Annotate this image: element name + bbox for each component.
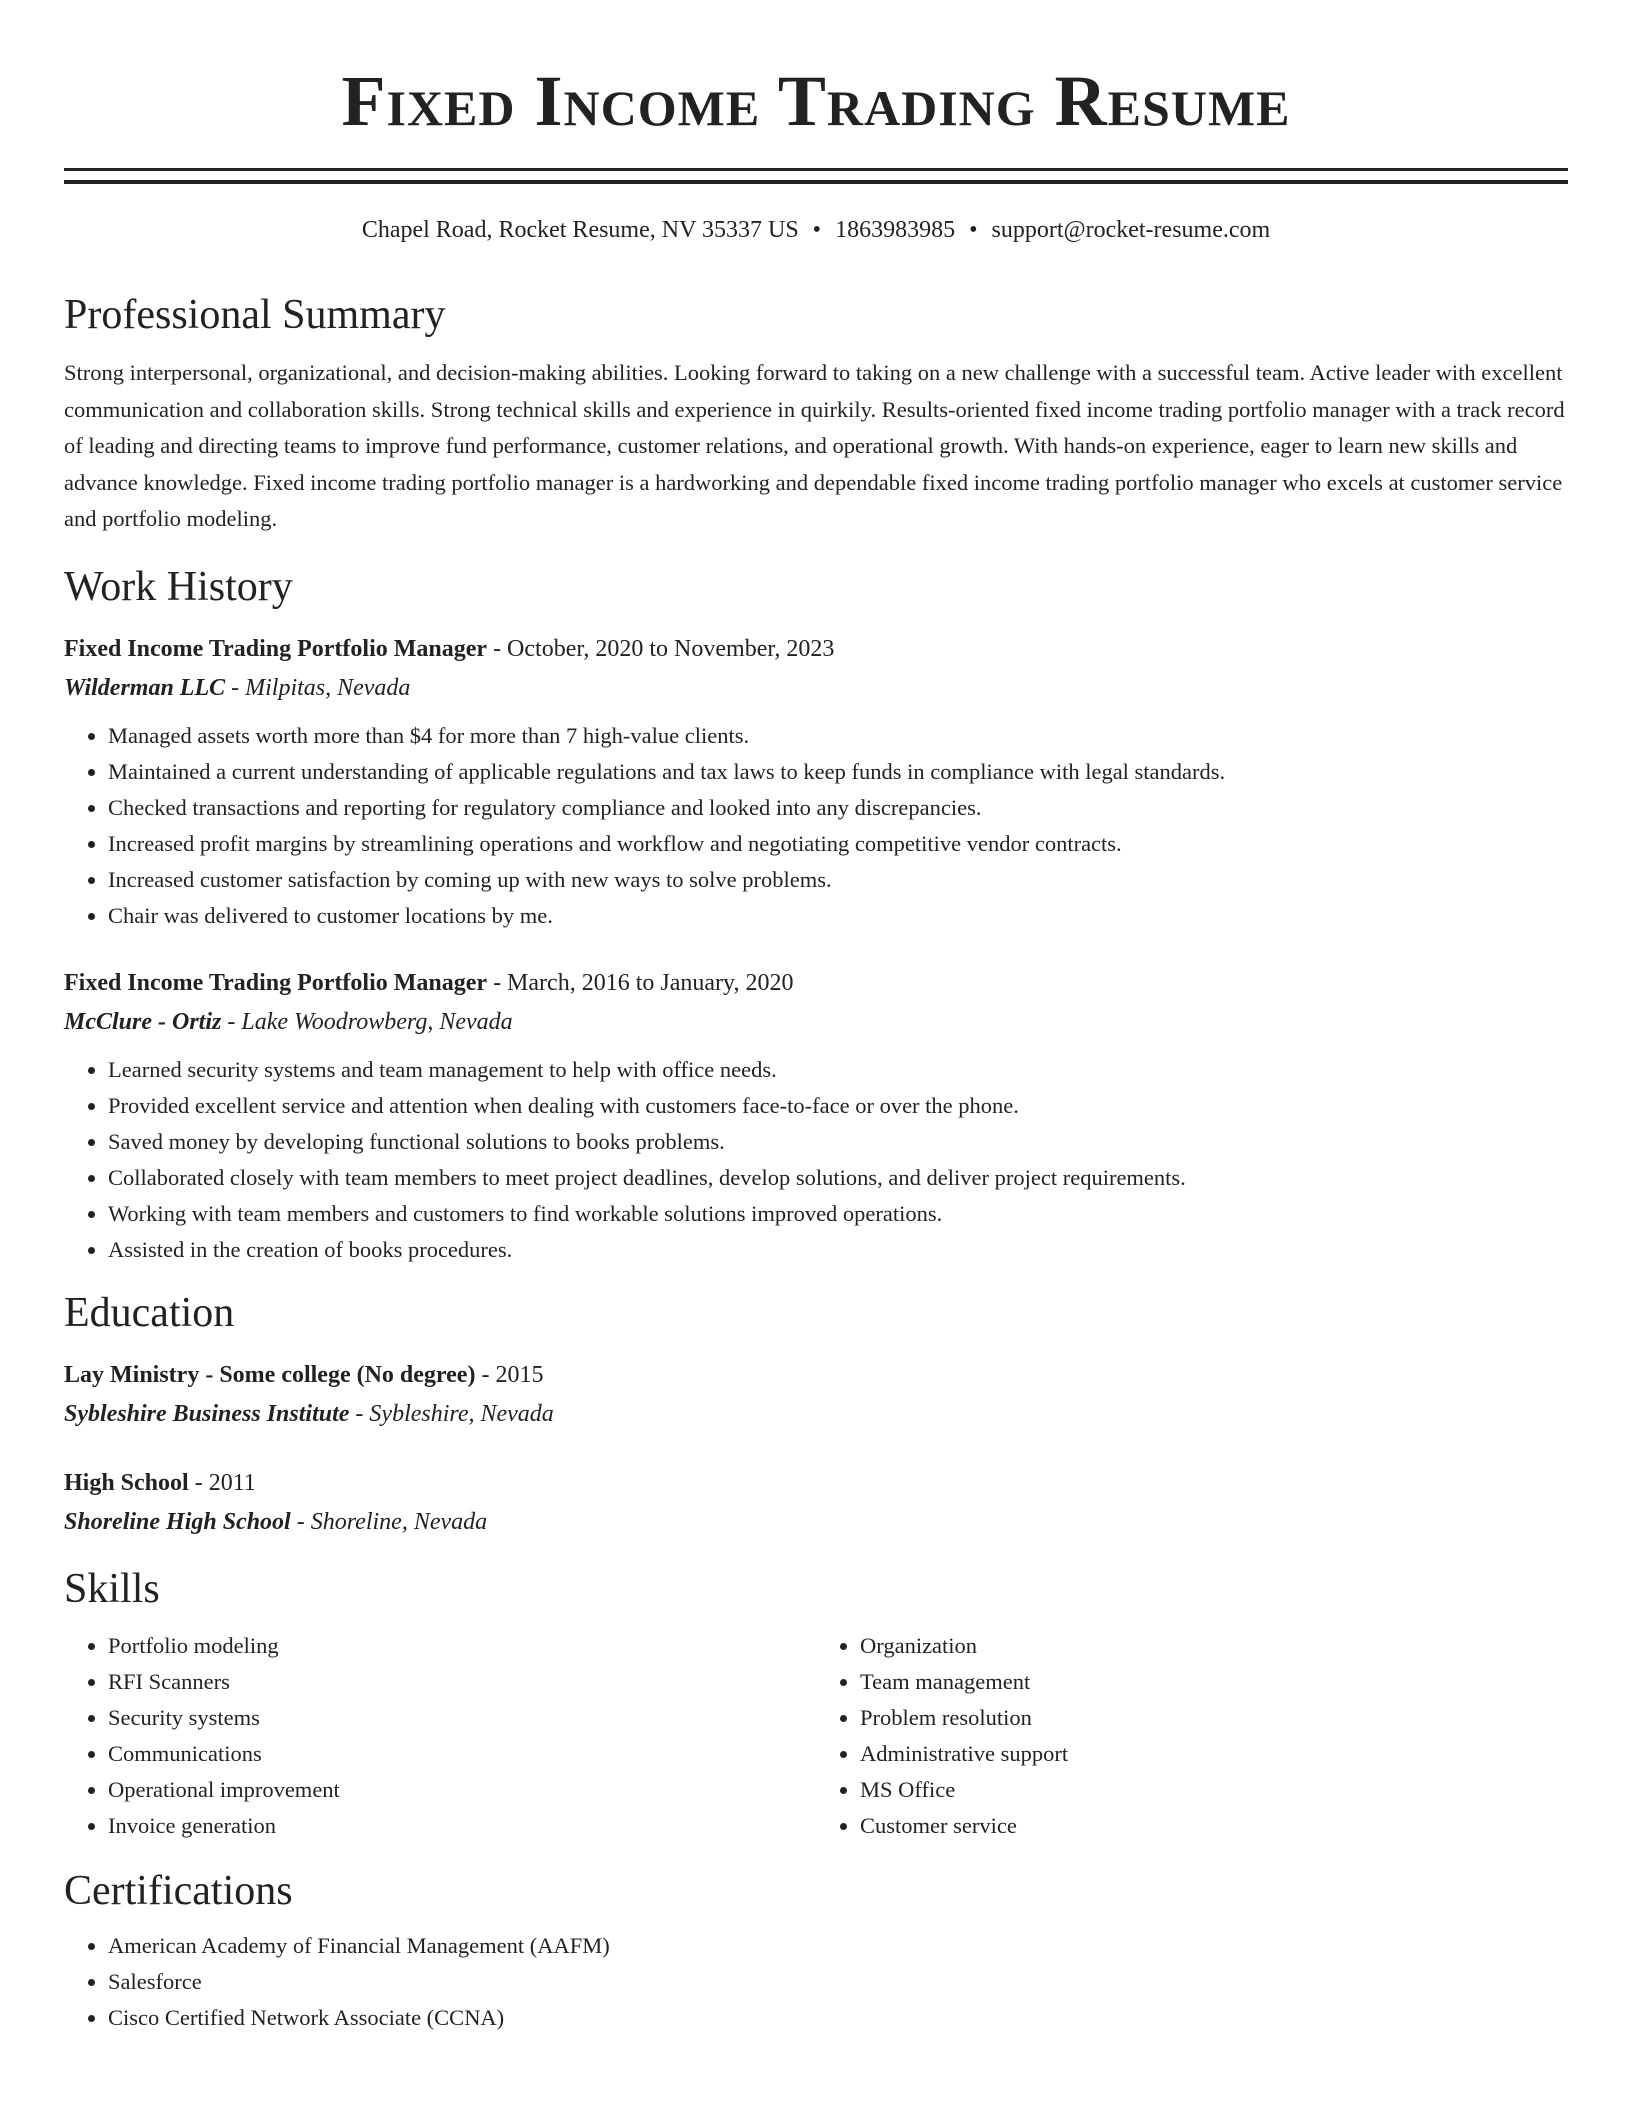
job-location: - Milpitas, Nevada (225, 674, 411, 701)
contact-separator: • (812, 217, 822, 243)
job-header (64, 630, 1568, 669)
education-school: Sybleshire Business Institute (64, 1400, 350, 1427)
job-dates: - October, 2020 to November, 2023 (487, 635, 835, 662)
skills-column-right (816, 1628, 1568, 1844)
skill-item: • Operational improvement (108, 1772, 816, 1808)
job-title: Fixed Income Trading Portfolio Manager (64, 969, 488, 996)
job-bullet: • Saved money by developing functional solutions to books problems. (108, 1124, 1568, 1160)
education-header (64, 1464, 1568, 1503)
job-bullet: • Managed assets worth more than $4 for more than 7 high-value clients. (108, 718, 1568, 754)
skill-item: • Team management (860, 1664, 1568, 1700)
job-bullets (64, 718, 1568, 934)
job-header (64, 964, 1568, 1003)
skill-item: • Communications (108, 1736, 816, 1772)
job-bullet: • Assisted in the creation of books procedures. (108, 1232, 1568, 1268)
job-bullet: • Checked transactions and reporting for regulatory compliance and looked into any discrepancies. (108, 790, 1568, 826)
education-year: - 2011 (188, 1469, 256, 1496)
job-bullet: • Learned security systems and team management to help with office needs. (108, 1052, 1568, 1088)
contact-phone: 1863983985 (835, 217, 956, 243)
skill-item: • Problem resolution (860, 1700, 1568, 1736)
job-location: - Lake Woodrowberg, Nevada (221, 1008, 513, 1035)
job-bullet: • Provided excellent service and attention when dealing with customers face-to-face or over the phone. (108, 1088, 1568, 1124)
certification-item: • Salesforce (108, 1964, 1568, 2000)
summary-heading: Professional Summary (64, 292, 446, 338)
skill-item: • Portfolio modeling (108, 1628, 816, 1664)
contact-line (64, 214, 1568, 246)
education-entry (64, 1464, 1568, 1542)
work-history-heading: Work History (64, 563, 293, 610)
contact-separator: • (969, 217, 978, 243)
education-header (64, 1356, 1568, 1395)
resume-title: Fixed Income Trading Resume (341, 61, 1291, 141)
job-entry (64, 964, 1568, 1268)
skill-item: • MS Office (860, 1772, 1568, 1808)
contact-email: support@rocket-resume.com (991, 217, 1271, 243)
education-degree: High School (64, 1469, 189, 1496)
job-bullet: • Maintained a current understanding of applicable regulations and tax laws to keep funds in compliance with legal standards. (108, 754, 1568, 790)
skill-item: • Organization (860, 1628, 1568, 1664)
job-bullet: • Increased profit margins by streamlining operations and workflow and negotiating competitive vendor contracts. (108, 826, 1568, 862)
certifications-list (64, 1928, 1568, 2036)
education-year: - 2015 (475, 1361, 544, 1388)
contact-address: Chapel Road, Rocket Resume, NV 35337 US (361, 217, 799, 243)
certification-item: • Cisco Certified Network Associate (CCNA) (108, 2000, 1568, 2036)
education-school-line (64, 1395, 1568, 1434)
skill-item: • Invoice generation (108, 1808, 816, 1844)
job-bullet: • Chair was delivered to customer locations by me. (108, 898, 1568, 934)
job-bullet: • Working with team members and customers to find workable solutions improved operations. (108, 1196, 1568, 1232)
education-location: - Sybleshire, Nevada (349, 1400, 554, 1427)
job-bullet: • Increased customer satisfaction by coming up with new ways to solve problems. (108, 862, 1568, 898)
certifications-heading: Certifications (64, 1867, 293, 1914)
resume-page (64, 0, 1568, 2036)
skill-item: • Customer service (860, 1808, 1568, 1844)
job-bullet: • Collaborated closely with team members to meet project deadlines, develop solutions, and deliver project requirements. (108, 1160, 1568, 1196)
job-company: McClure - Ortiz (64, 1008, 222, 1035)
job-title: Fixed Income Trading Portfolio Manager (64, 635, 488, 662)
job-company-line (64, 669, 1568, 708)
skills-column-left (64, 1628, 816, 1844)
education-location: - Shoreline, Nevada (290, 1508, 488, 1535)
skill-item: • RFI Scanners (108, 1664, 816, 1700)
job-bullets (64, 1052, 1568, 1268)
job-dates: - March, 2016 to January, 2020 (487, 969, 794, 996)
certification-item: • American Academy of Financial Management (AAFM) (108, 1928, 1568, 1964)
job-entry (64, 630, 1568, 934)
summary-text: Strong interpersonal, organizational, and decision-making abilities. Looking forward to taking on a new challenge with a successful team. Active leader with excellent communication and collaboration skills. Strong technical skills and experience in quirkily. Results-oriented fixed income trading portfolio manager with a track record of leading and directing teams to improve fund performance, customer relations, and operational growth. With hands-on experience, eager to learn new skills and advance knowledge. Fixed income trading portfolio manager is a hardworking and dependable fixed income trading portfolio manager who excels at customer service and portfolio modeling. (64, 360, 1565, 531)
title-divider (64, 168, 1568, 184)
education-entry (64, 1356, 1568, 1434)
education-school-line (64, 1503, 1568, 1542)
education-school: Shoreline High School (64, 1508, 291, 1535)
education-degree: Lay Ministry - Some college (No degree) (64, 1361, 476, 1388)
skills-grid (64, 1628, 1568, 1844)
skill-item: • Security systems (108, 1700, 816, 1736)
education-heading: Education (64, 1289, 235, 1336)
skill-item: • Administrative support (860, 1736, 1568, 1772)
skills-heading: Skills (64, 1565, 160, 1612)
job-company: Wilderman LLC (64, 674, 226, 701)
job-company-line (64, 1003, 1568, 1042)
